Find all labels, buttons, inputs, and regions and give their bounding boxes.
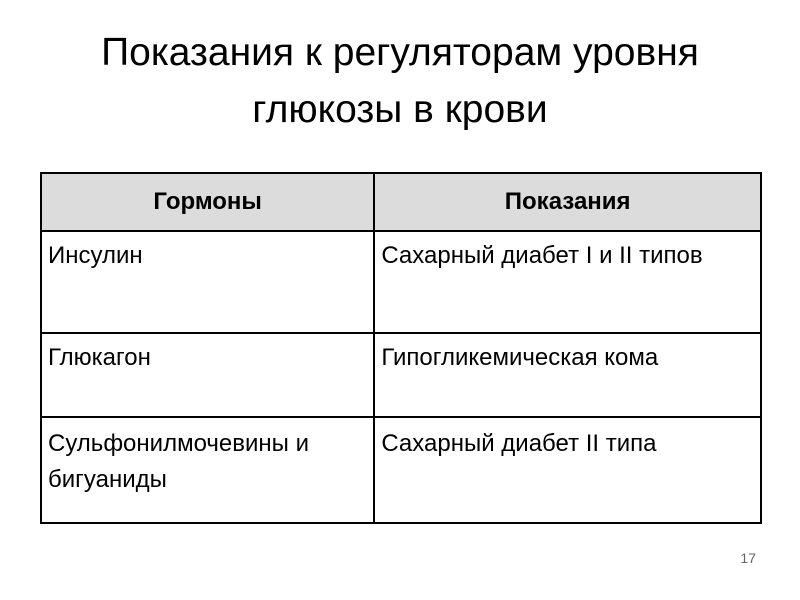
page-number: 17: [740, 550, 756, 566]
hormone-cell: Инсулин: [41, 231, 374, 333]
slide-title-line-1: Показания к регуляторам уровня: [101, 31, 699, 74]
table-row: [41, 333, 761, 417]
indications-table: [40, 172, 762, 524]
column-header-indications: Показания: [374, 173, 761, 231]
indication-cell: Гипогликемическая кома: [374, 333, 761, 417]
slide-title: [40, 24, 760, 138]
indication-cell: Сахарный диабет II типа: [374, 417, 761, 523]
column-header-hormones: Гормоны: [41, 173, 374, 231]
table-row: [41, 417, 761, 523]
table-row: [41, 231, 761, 333]
slide-title-line-2: глюкозы в крови: [252, 88, 548, 131]
indication-cell: Сахарный диабет I и II типов: [374, 231, 761, 333]
hormone-cell: Глюкагон: [41, 333, 374, 417]
table-header-row: [41, 173, 761, 231]
hormone-cell: Сульфонилмочевины и бигуаниды: [41, 417, 374, 523]
